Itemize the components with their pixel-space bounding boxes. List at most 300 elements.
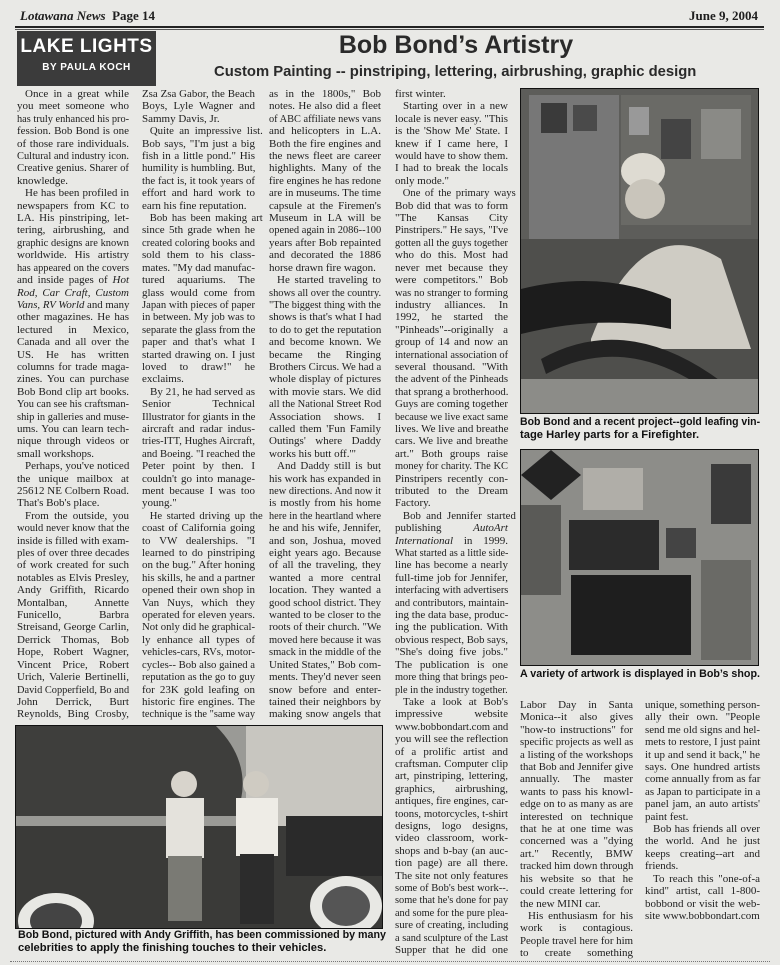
article-paragraph [645,699,760,823]
article-line: Not only did he graphical- [142,621,256,634]
italic-title: Vans, RV World [17,298,85,311]
article-column-4 [395,88,516,957]
article-line: site www.bobbondart.com [645,909,760,922]
header-rule-thin [15,29,764,30]
article-line: What started as a little side- [395,547,509,560]
article-line: Derrick Thomas, Bob [17,633,129,646]
article-line: only mode." [395,174,449,187]
article-column-2 [142,88,263,721]
article-line: were competitors." Bob [395,274,508,287]
article-line: worldwide. His artistry [17,249,129,262]
article-line: earn his fine reputation. [142,199,247,212]
article-line: Bob has friends all over [653,823,760,836]
article-line: art." Recently, BMW [520,847,633,860]
article-paragraph [142,509,263,721]
article-line: He started driving up the [149,509,263,522]
article-line: Streisand, George Carlin, [17,621,129,634]
article-line: kind" artist, call 1-800- [645,885,760,898]
article-line: shows is that's what I had [269,311,382,324]
article-line: Starting over in a new [403,100,508,113]
article-paragraph [142,125,263,212]
article-line: That's Bob's place. [17,497,100,510]
article-paragraph [17,460,129,510]
article-line: cycles-- Bob also gained a [142,658,256,671]
column-logo [17,31,156,86]
article-line: video classroom, work- [395,832,508,845]
article-line: that sprang a brotherhood. [395,385,509,398]
article-line: One of the primary ways [402,187,516,200]
article-line: years after Bob repainted [269,236,381,249]
article-line: Guys are coming together [395,398,508,411]
article-line: cars. We live and breathe [395,435,508,448]
article-line: ples of over three decades [17,547,130,560]
italic-title: AutoArt [473,522,508,535]
article-line: snow before and enter- [269,683,381,696]
article-paragraph [269,274,381,460]
article-line: a sand sculpture of the Last [395,931,508,944]
article-line: 1992, he started the [395,311,508,324]
photo-bob-harley-parts [520,88,759,414]
article-line: you meet someone who [17,100,129,113]
article-line: Bob Bond clip art books. [17,385,129,398]
article-line: "how-to instructions" for [520,723,633,736]
article-line: Creative genius. Sharer of [17,162,129,175]
article-line: ship in galleries and muse- [17,410,129,423]
article-line: the news fleet are career [269,150,381,163]
article-line: money for charity. The KC [395,460,508,473]
article-line: as in the 1800s," Bob [269,88,381,100]
article-line: From the outside, you [25,509,129,522]
article-paragraph [142,88,255,125]
article-line: US. He has written [17,348,129,361]
article-line: of work created for such [17,559,129,572]
article-line: Brothers Circus. We had a [269,360,382,373]
article-line: shows all over the country. [269,286,382,299]
article-line: to create something [520,947,633,960]
article-line: opened their own shop in [142,584,255,597]
article-line: Monica--it also gives [520,711,633,724]
article-line: because we live exact same [395,410,508,423]
article-line: industry alliances. In [395,298,508,311]
article-line: Bob did that was to form [395,199,508,212]
article-line: wanted a more central [269,571,381,584]
article-line: lectured in Mexico, [17,323,129,336]
text-run: and many [84,298,130,311]
article-line: knew if I came here, I [395,137,508,150]
article-line: Senior Technical [142,398,255,411]
article-line: Outings' where Daddy [269,435,381,448]
article-line: that he at one time was [520,823,633,836]
photo-bob-andy-griffith [15,725,383,929]
article-line: Labor Day in Santa [520,699,633,711]
article-line: wants to pass his knowl- [520,785,633,798]
article-line: would have to show them. [395,150,508,163]
article-line: I had to break the locals [395,162,508,175]
article-line: David Copperfield, Bo and [17,683,130,696]
article-line: "The Kansas City [395,212,508,225]
article-line: paper and that's what I [142,336,255,349]
article-line: are in museums. The time [269,187,381,200]
caption-line: Bob Bond, pictured with Andy Griffith, has been commissioned by many [18,929,386,941]
article-line: Cultural and industry icon. [17,150,129,163]
article-line: fish in a little pond." His [142,150,255,163]
article-line: a listing of the workshops [520,748,633,761]
article-subhead-wrap [200,63,710,80]
article-line: concerned was a "dying [520,835,633,848]
article-headline-wrap [300,31,612,60]
article-line: craftsman. Computer clip [395,757,508,770]
article-line: tries-ITT, Hughes Aircraft, [142,435,255,448]
article-line: capsule at the Firemen's [269,199,381,212]
article-line: Museum in LA will be [269,212,381,225]
article-line: of those rare individuals. [17,137,129,150]
article-line: locale is never easy. "This [395,112,508,125]
article-line: full-time job for Jennifer, [395,571,508,584]
article-line: location. They wanted a [269,584,381,597]
article-line: Both the fire engines and [269,137,381,150]
article-line: fire engines he has redone [269,174,381,187]
article-line: obvious respect, Bob says, [395,633,509,646]
article-line: Zsa Zsa Gabor, the Beach [142,88,255,100]
article-line: international association of [395,348,509,361]
article-line: it up and send it back," he [645,748,760,761]
article-line: shops and b-bay (an auc- [395,844,508,857]
article-line: wanted to be closer to the [269,609,381,622]
column-logo-byline: BY PAULA KOCH [42,62,131,73]
article-line: called them 'Fun Family [269,422,381,435]
article-line: graphic designs are known [17,236,129,249]
article-line: work is contagious. [520,922,633,935]
article-line: you will see the reflection [395,733,509,746]
article-line: who do this. Most had [395,249,508,262]
article-paragraph [395,696,508,957]
photo-caption-andy-griffith [18,929,388,955]
article-line: columns for trade maga- [17,360,129,373]
article-line: ums. You can learn tech- [17,422,129,435]
article-line: making snow angels that [269,708,381,721]
article-line: Association shows. I [269,410,381,423]
article-line: Urich, Valerie Bertinelli, [17,671,129,684]
article-line: mets to restore, I just paint [645,736,761,749]
article-line: became the Ringing [269,348,381,361]
article-line: here in the heartland where [269,509,381,522]
article-line: of ABC affiliate news vans [269,112,381,125]
article-line: sure of creating, including [395,919,509,932]
article-line: art." Both groups raise [395,447,508,460]
article-line: tributed to the Dream [395,485,508,497]
article-line: Perhaps, you've noticed [25,460,130,473]
caption-line: tage Harley parts for a Firefighter. [520,429,700,441]
article-line: Supper that he did one [395,944,508,957]
article-line: is mostly from his home [269,497,381,510]
article-line: technique is the "same way [142,708,255,721]
article-line: smack in the middle of the [269,646,381,659]
italic-title: Hot [112,274,129,287]
article-line: "Pinheads"--originally a [395,323,508,336]
article-line: and Boeing. "I reached the [142,447,256,460]
article-line: of a prolific artist and [395,745,508,758]
article-line: Illustrator for giants in the [142,410,256,423]
article-line: sold them to his class- [142,249,255,262]
article-line: the world. And he just [645,835,760,848]
article-line: he and his wife, Jennifer, [269,522,381,535]
article-line: coast of California going [142,522,255,535]
article-line: Andy Griffith, Ricardo [17,584,129,597]
article-line: some of Bob's best work--. [395,882,509,894]
article-line: to VW dealerships. "I [142,534,255,547]
article-line: paint fest. [645,810,689,823]
article-line: has truly enhanced his pro- [17,112,130,125]
article-line: has appeared on the covers [17,261,129,274]
article-line: Hope, Robert Wagner, [17,646,129,659]
article-line [395,522,508,534]
article-paragraph [17,187,129,460]
caption-line: celebrities to apply the finishing touches to their vehicles. [18,942,327,954]
article-line: started drawing on. I just [142,348,255,361]
article-paragraph [17,510,129,721]
article-line: several thousand. "With [395,360,508,373]
article-line: works his butt off.'" [269,447,356,460]
article-line: in between. My job was to [142,311,255,324]
article-line: Japan with pieces of paper [142,298,255,311]
article-line: John Derrick, Burt [17,695,129,708]
article-line: ple in the industry together. [395,683,508,696]
article-line: the fact is, it took years of [142,174,255,187]
article-line: eight years ago. Because [269,547,381,560]
article-line: his work has expanded in [269,472,381,485]
italic-title: Rod, Car Craft, Custom [17,286,129,299]
article-line: separate the glass from the [142,323,256,336]
article-line: ing the data base, produc- [395,609,509,622]
article-paragraph [395,509,516,696]
article-line: LA. His pinstriping, let- [17,212,129,225]
article-line: designs, logo designs, [395,819,508,832]
article-line: and become known. We [269,336,381,349]
article-line: notables as Elvis Presley, [17,571,129,584]
photo-caption-artwork [520,668,760,681]
article-line: ly enhance all types of [142,633,255,646]
article-line: learned to do pinstriping [142,547,255,560]
article-line [17,274,129,286]
article-line: was no stranger to forming [395,286,508,299]
article-line: Bob says, "I'm just a big [142,137,255,150]
article-line: newspapers from KC to [17,199,129,212]
article-line: operated for eleven years. [142,609,255,622]
article-line: come annually from as far [645,773,761,786]
article-line: young." [142,497,177,510]
article-line: ing the publication. With [395,621,508,634]
article-line: and helicopters in L.A. [269,125,381,138]
article-line: small workshops. [17,447,94,460]
article-line: Bob has been making art [149,212,263,225]
article-line: for 23K gold leafing on [142,683,255,696]
article-line: exclaims. [142,373,184,386]
article-line: his skills, he and a partner [142,571,255,584]
article-subhead: Custom Painting -- pinstriping, lettering, airbrushing, graphic design [213,63,697,80]
article-line: and contributors, maintain- [395,596,509,609]
article-line: He has been profiled in [25,187,129,200]
article-paragraph [142,386,255,510]
article-line: impressive website [395,708,508,721]
article-line: the advent of the Pinheads [395,373,509,386]
article-line: tion page) are all there. [395,857,508,870]
article-line: humility is humbling. But, [142,162,256,175]
article-line: 25612 NE Colbern Road. [17,485,129,497]
page-bottom-border [10,961,770,962]
article-line: to do to get the reputation [269,323,382,336]
article-line: To reach this "one-of-a [653,872,760,885]
article-paragraph [395,100,508,187]
article-line: knowledge. [17,174,69,187]
article-line: Van Nuys, which they [142,596,255,609]
article-line: "The biggest thing with the [269,298,381,311]
article-line: his website so that he [520,872,633,885]
article-line: loved to draw!" he [142,360,255,373]
article-line: He started traveling to [277,274,381,287]
article-line: new directions. And now it [269,485,381,497]
article-line: tracked him down through [520,860,634,873]
header-paper-info [20,8,155,24]
article-line: graphics, airbrushing, [395,782,508,795]
article-line: You can see his craftsman- [17,398,130,411]
text-run: and inside pages of [17,274,113,287]
article-line: and son, Joshua, moved [269,534,381,547]
article-line: would never know that the [17,522,130,535]
article-line: toons, motorcycles, t-shirt [395,807,508,820]
column-logo-title: LAKE LIGHTS [20,36,153,57]
article-line: And Daddy still is but [277,460,381,473]
article-line: unique, something person- [645,699,761,711]
article-line: lives. We live and breathe [395,422,509,435]
article-line: tering, airbrushing, and [17,224,129,237]
article-line: specific projects as well as [520,736,634,749]
issue-date: June 9, 2004 [689,8,758,23]
article-line: moved here because it was [269,633,381,646]
article-line: mates. "My dad manufac- [142,261,255,274]
article-line: Bob and Jennifer started [402,509,516,522]
article-line: The site not only features [395,869,508,882]
article-line: line has become a nearly [395,559,508,572]
article-line: Canada and all over the [17,336,129,349]
text-run: in 1999. [453,534,508,547]
article-line: more thing that brings peo- [395,671,508,684]
article-column-3 [269,88,381,721]
article-line: created coloring books and [142,236,255,249]
article-line: group of 14 and now an [395,336,508,349]
article-line: and some for the pure plea- [395,906,508,919]
article-line: whole display of pictures [269,373,381,386]
article-line: vehicles-cars, RVs, motor- [142,646,255,659]
text-run: publishing [395,522,474,535]
article-line: Funicello, Barbra [17,609,129,622]
article-paragraph [520,910,633,960]
article-line: interested on technique [520,810,633,823]
article-line: the unique mailbox at [17,472,129,485]
article-line: with movie stars. We did [269,385,381,398]
caption-line: Bob Bond and a recent project--gold leafing vin- [520,416,761,428]
article-line: His enthusiasm for his [528,909,633,922]
article-line: Vincent Price, Robert [17,658,129,671]
article-line: horse drawn fire wagon. [269,261,376,274]
article-line: tained their neighbors by [269,695,381,708]
article-line: could create lettering for [520,885,633,898]
article-line: aircraft and radar indus- [142,422,255,435]
article-line [17,287,129,299]
italic-title: International [395,534,454,547]
article-line: send me old signs and hel- [645,723,761,736]
article-line: highlights. Many of the [269,162,381,175]
article-line: ments. They'd never seen [269,671,381,684]
article-line: panel jam, an auto artists' [645,798,760,811]
article-line: says. One hundred artists [645,761,760,774]
article-paragraph [395,88,508,100]
article-line: fession. Bob Bond is one [17,125,129,138]
article-paragraph [142,212,263,386]
article-line: Montalban, Annette [17,596,129,609]
article-paragraph [520,699,633,910]
article-line: that Bob and Jennifer give [520,761,634,774]
article-line: as Japan to participate in a [645,785,761,798]
article-line: www.bobbondart.com and [395,720,509,733]
header-rule [15,26,764,28]
article-line: since 5th grade when he [142,224,255,237]
article-line: Once in a great while [25,88,129,100]
article-line: historic fire engines. The [142,695,255,708]
article-line: friends. [645,860,679,873]
article-line: ment because I was too [142,485,255,497]
article-line: and decorated the 1886 [269,249,381,262]
article-line: inside is filled with exam- [17,534,129,547]
article-headline: Bob Bond’s Artistry [338,31,574,59]
article-line: Boys, Lyle Wagner and [142,100,255,113]
article-line: other magazines. He has [17,311,129,324]
article-line: keeps creating--art and [645,847,760,860]
article-line: reputation as the go to guy [142,671,256,684]
article-line: zines. You can purchase [17,373,129,386]
article-line: some that he's done for pay [395,894,509,907]
article-line: never met because they [395,261,508,274]
page-number: Page 14 [112,8,156,23]
article-column-5 [520,699,633,960]
article-line: on the bug." After honing [142,559,255,572]
article-line [395,535,508,547]
photo-caption-harley [520,416,760,442]
article-paragraph [395,187,516,510]
article-line: gotten all the guys together [395,236,508,249]
article-line: is the 'Show Me' State. I [395,125,508,138]
article-line: tured aquariums. The [142,274,255,287]
article-line: opened again in 2086--100 [269,224,382,237]
article-paragraph [269,460,381,721]
article-line: Sammy Davis, Jr. [142,112,220,125]
article-line: all the National Street Rod [269,398,382,411]
article-line: of all the traveling, they [269,559,381,572]
photo-artwork-display [520,449,759,666]
article-line: United States," Bob com- [269,658,381,671]
article-line: art, pinstriping, lettering, [395,770,508,783]
article-line: The publication is one [395,658,508,671]
article-line: bobbond or visit the web- [645,897,760,910]
article-line: roots of their church. "We [269,621,381,634]
article-line: effort and hard work to [142,187,255,200]
article-line: Pinstripers." He says, "I've [395,224,508,237]
article-line: the new MINI car. [520,897,601,910]
article-line [17,299,129,311]
article-paragraph [269,88,381,274]
article-line: Pinstripers recently con- [395,472,508,485]
article-line: Factory. [395,497,431,510]
article-line: nique through videos or [17,435,129,448]
